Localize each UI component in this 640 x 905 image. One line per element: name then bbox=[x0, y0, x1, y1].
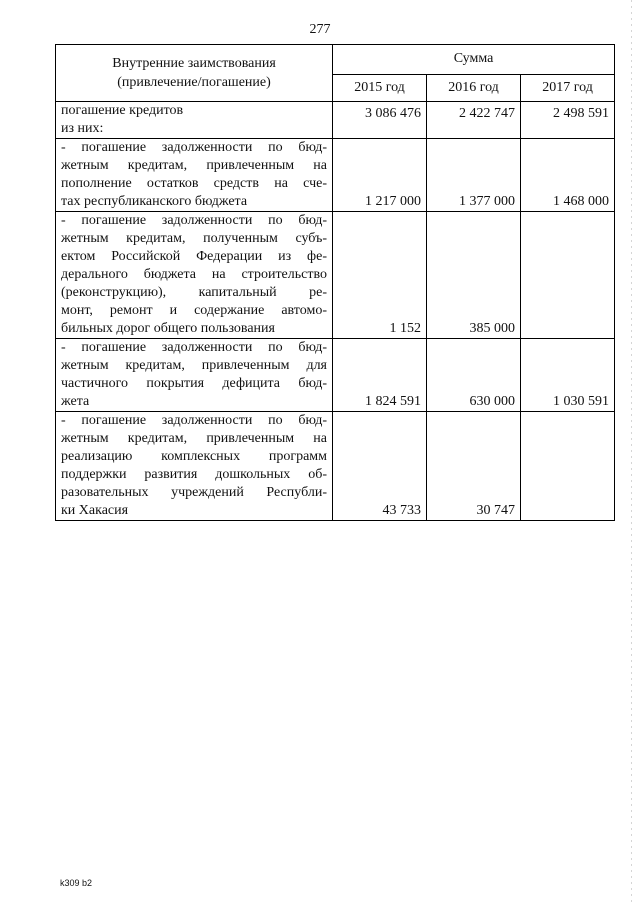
value-2017: 2 498 591 bbox=[521, 102, 615, 139]
row-line: жетным кредитам, полученным субъ- bbox=[61, 231, 327, 246]
table-row bbox=[56, 339, 615, 412]
header-year-2017: 2017 год bbox=[521, 74, 615, 101]
table-row bbox=[56, 102, 615, 139]
row-line: жетным кредитам, привлеченным на bbox=[61, 431, 327, 446]
row-line: реализацию комплексных программ bbox=[61, 449, 327, 464]
row-line: из них: bbox=[61, 121, 104, 136]
borrowings-table bbox=[55, 44, 615, 521]
row-description bbox=[56, 339, 333, 412]
value-2017: 1 468 000 bbox=[521, 139, 615, 212]
row-line: поддержки развития дошкольных об- bbox=[61, 467, 327, 482]
header-row-top bbox=[56, 45, 615, 75]
value-2015: 3 086 476 bbox=[333, 102, 427, 139]
row-description bbox=[56, 412, 333, 521]
row-line: бильных дорог общего пользования bbox=[61, 321, 275, 336]
row-line: - погашение задолженности по бюд- bbox=[61, 413, 327, 428]
document-code: k309 b2 bbox=[60, 878, 93, 888]
row-line: частичного покрытия дефицита бюд- bbox=[61, 376, 327, 391]
header-description bbox=[56, 45, 333, 102]
value-2016: 1 377 000 bbox=[427, 139, 521, 212]
table-row bbox=[56, 412, 615, 521]
row-line: - погашение задолженности по бюд- bbox=[61, 140, 327, 155]
row-line: жета bbox=[61, 394, 90, 409]
value-2017 bbox=[521, 412, 615, 521]
header-description-line1: Внутренние заимствования bbox=[112, 56, 276, 71]
table-row bbox=[56, 212, 615, 339]
row-line: пополнение остатков средств на сче- bbox=[61, 176, 327, 191]
value-2015: 43 733 bbox=[333, 412, 427, 521]
header-year-2015: 2015 год bbox=[333, 74, 427, 101]
table-row bbox=[56, 139, 615, 212]
scan-edge-artifact bbox=[631, 0, 632, 905]
row-line: монт, ремонт и содержание автомо- bbox=[61, 303, 327, 318]
row-line: ки Хакасия bbox=[61, 503, 129, 518]
value-2017: 1 030 591 bbox=[521, 339, 615, 412]
row-line: тах республиканского бюджета bbox=[61, 194, 248, 209]
row-line: (реконструкцию), капитальный ре- bbox=[61, 285, 327, 300]
value-2017 bbox=[521, 212, 615, 339]
row-line: дерального бюджета на строительство bbox=[61, 267, 327, 282]
row-line: - погашение задолженности по бюд- bbox=[61, 213, 327, 228]
value-2015: 1 217 000 bbox=[333, 139, 427, 212]
value-2016: 2 422 747 bbox=[427, 102, 521, 139]
value-2015: 1 152 bbox=[333, 212, 427, 339]
value-2016: 630 000 bbox=[427, 339, 521, 412]
value-2016: 30 747 bbox=[427, 412, 521, 521]
page-number: 277 bbox=[309, 22, 331, 37]
value-2015: 1 824 591 bbox=[333, 339, 427, 412]
row-line: жетным кредитам, привлеченным для bbox=[61, 358, 327, 373]
row-description bbox=[56, 212, 333, 339]
row-description bbox=[56, 102, 333, 139]
value-2016: 385 000 bbox=[427, 212, 521, 339]
header-description-line2: (привлечение/погашение) bbox=[117, 75, 271, 90]
row-line: жетным кредитам, привлеченным на bbox=[61, 158, 327, 173]
header-year-2016: 2016 год bbox=[427, 74, 521, 101]
row-line: ектом Российской Федерации из фе- bbox=[61, 249, 327, 264]
row-description bbox=[56, 139, 333, 212]
row-line: - погашение задолженности по бюд- bbox=[61, 340, 327, 355]
row-line: погашение кредитов bbox=[61, 103, 184, 118]
header-sum: Сумма bbox=[333, 45, 615, 75]
row-line: разовательных учреждений Республи- bbox=[61, 485, 327, 500]
